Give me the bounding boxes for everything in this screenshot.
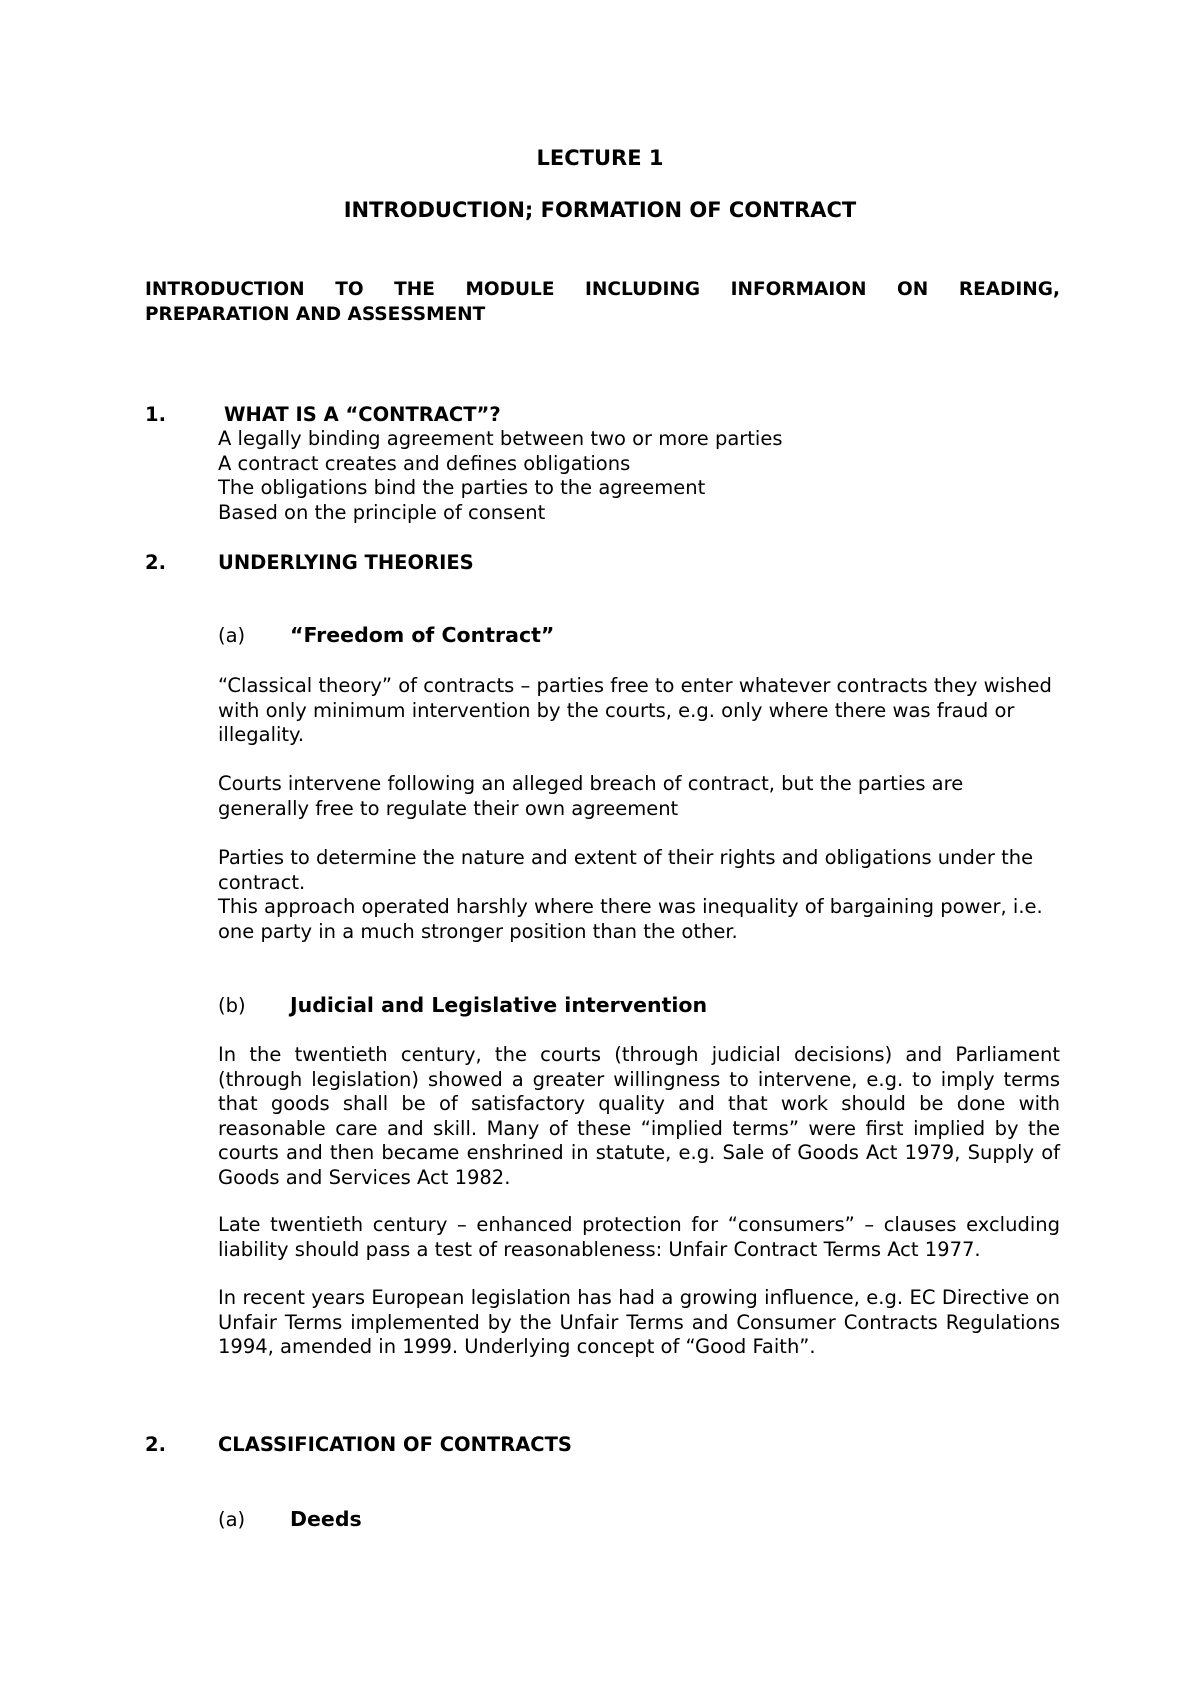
section-3-number: 2.	[145, 1433, 166, 1456]
section-3a-label: (a)	[218, 1508, 246, 1531]
section-3a-heading: Deeds	[290, 1507, 362, 1531]
section-2a-paragraph-1: “Classical theory” of contracts – parties free to enter whatever contracts they wished with only minimum intervention by the courts, e.g. only where there was fraud or illegality.	[218, 674, 1052, 747]
section-2b-paragraph-2: Late twentieth century – enhanced protection for “consumers” – clauses excluding liability should pass a test of reasonableness: Unfair Contract Terms Act 1977.	[218, 1213, 1060, 1261]
section-1-points	[218, 427, 783, 525]
section-1-point: A legally binding agreement between two or more parties	[218, 427, 783, 450]
section-2b-label: (b)	[218, 994, 246, 1017]
section-2a-paragraph-2: Courts intervene following an alleged breach of contract, but the parties are generally free to regulate their own agreement	[218, 772, 964, 820]
section-2b-paragraph-3: In recent years European legislation has had a growing influence, e.g. EC Directive on Unfair Terms implemented by the Unfair Terms and Consumer Contracts Regulations 1994, amended in 1999. Underlying concept of “Good Faith”.	[218, 1286, 1060, 1359]
section-2-number: 2.	[145, 551, 166, 574]
lecture-subtitle: INTRODUCTION; FORMATION OF CONTRACT	[343, 198, 857, 222]
section-1-point: The obligations bind the parties to the agreement	[218, 476, 706, 500]
section-1-point: Based on the principle of consent	[218, 500, 546, 524]
section-1-heading: WHAT IS A “CONTRACT”?	[224, 403, 501, 426]
section-2b-paragraph-1: In the twentieth century, the courts (through judicial decisions) and Parliament (through legislation) showed a greater willingness to intervene, e.g. to imply terms that goods shall be of satisfactory quality and that work should be done with reasonable care and skill. Many of these “implied terms” were first implied by the courts and then became enshrined in statute, e.g. Sale of Goods Act 1979, Supply of Goods and Services Act 1982.	[218, 1043, 1060, 1189]
section-3-heading: CLASSIFICATION OF CONTRACTS	[218, 1433, 572, 1456]
intro-line-2: PREPARATION AND ASSESSMENT	[145, 304, 486, 325]
intro-line-1: INTRODUCTION TO THE MODULE INCLUDING INFORMAION ON READING,	[145, 279, 1060, 300]
section-2a-paragraph-3: Parties to determine the nature and extent of their rights and obligations under the contract.	[218, 846, 1034, 894]
section-2-heading: UNDERLYING THEORIES	[218, 551, 474, 574]
section-2a-heading: “Freedom of Contract”	[290, 623, 555, 647]
section-2a-paragraph-4: This approach operated harshly where there was inequality of bargaining power, i.e. one party in a much stronger position than the other.	[218, 895, 1043, 943]
section-1-number: 1.	[145, 403, 166, 426]
section-2b-heading: Judicial and Legislative intervention	[290, 993, 708, 1017]
lecture-title: LECTURE 1	[536, 146, 664, 170]
module-introduction-heading	[145, 277, 1060, 327]
section-2a-label: (a)	[218, 624, 246, 647]
section-1-point: A contract creates and defines obligations	[218, 451, 631, 475]
